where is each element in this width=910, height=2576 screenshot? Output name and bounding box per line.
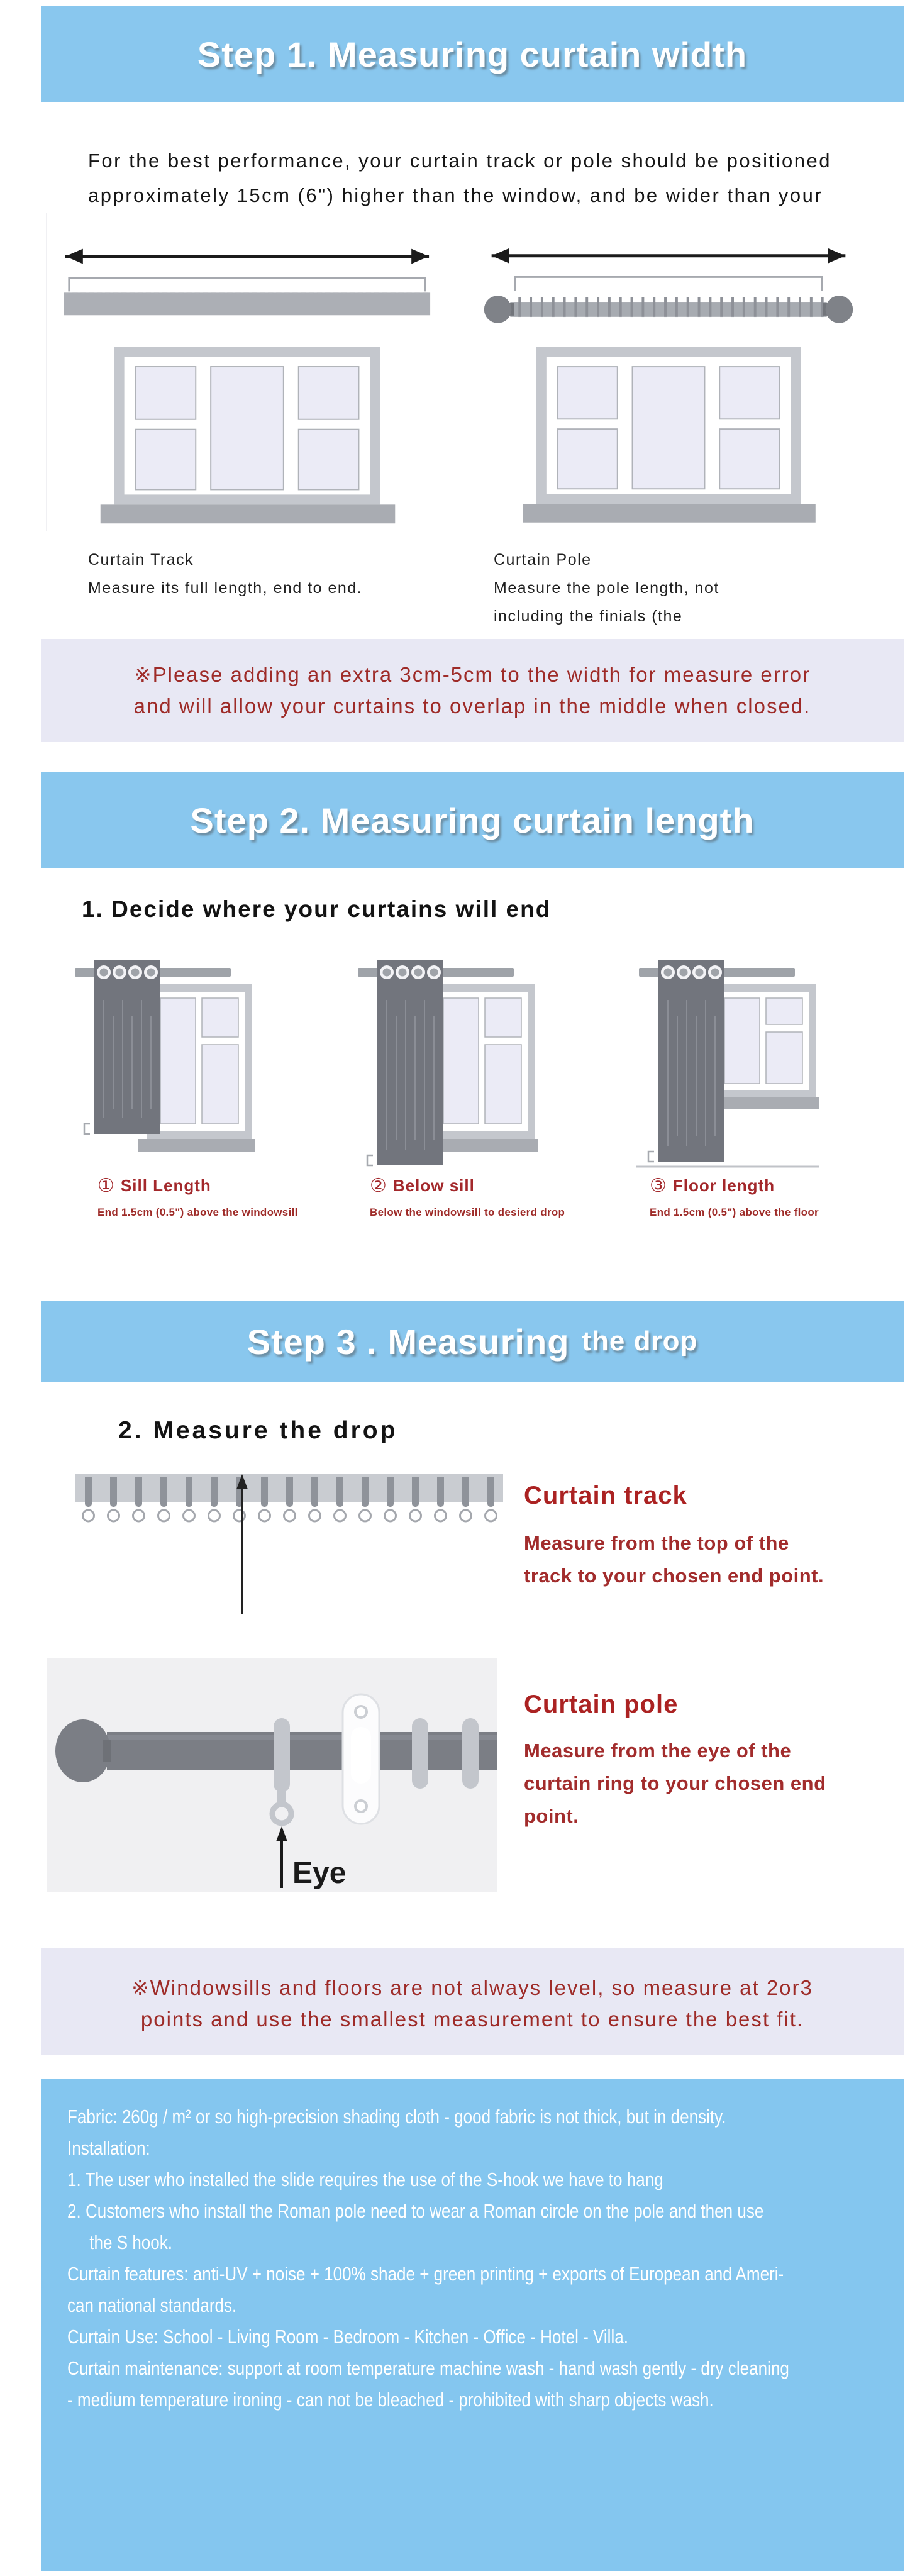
track-detail-title: Curtain track (524, 1482, 687, 1509)
note-line-2: points and use the smallest measurement to ensure the best fit. (140, 2007, 804, 2031)
detail-line: - medium temperature ironing - can not be bleached - prohibited with sharp objects wash. (67, 2389, 714, 2411)
detail-line: Installation: (67, 2137, 150, 2159)
curtain-icon (377, 960, 443, 1165)
step1-note (41, 639, 904, 742)
curtain-ring-with-eye-icon (272, 1718, 291, 1823)
step1-banner (41, 6, 904, 102)
track-caption-title: Curtain Track (88, 551, 194, 569)
curtain-icon (658, 960, 724, 1162)
track-caption (88, 546, 362, 602)
curtain-track-detail-diagram (75, 1470, 503, 1618)
window-icon (101, 347, 396, 523)
step3-banner (41, 1301, 904, 1382)
end-point-bracket (84, 1124, 90, 1134)
track-detail-text: Measure from the top of the track to your chosen end point. (524, 1532, 824, 1587)
circled-2-icon: ② (370, 1175, 387, 1196)
curtain-ring-icon (412, 1718, 428, 1789)
note-line-2: and will allow your curtains to overlap in the middle when closed. (133, 694, 811, 718)
measure-bracket (515, 277, 821, 291)
track-caption-line: Measure its full length, end to end. (88, 579, 363, 597)
detail-line: Curtain features: anti-UV + noise + 100% shade + green printing + exports of European and Ameri- (67, 2263, 784, 2285)
track-gliders (75, 1477, 503, 1533)
intro-line-1: For the best performance, your curtain track or pole should be positioned (88, 150, 831, 172)
pole-detail-title: Curtain pole (524, 1690, 679, 1718)
intro-line-2: approximately 15cm (6") higher than the window, and be wider than your (88, 184, 823, 206)
pole-caption (494, 546, 719, 631)
curtain-track-window-diagram (46, 213, 448, 531)
pole-caption-line2: including the finials (the (494, 608, 683, 625)
step1-intro (88, 143, 831, 213)
wall-bracket-icon (343, 1694, 379, 1824)
end-point-bracket (648, 1152, 654, 1162)
below-sill-diagram (355, 953, 538, 1173)
detail-line: 1. The user who installed the slide requires the use of the S-hook we have to hang (67, 2168, 663, 2190)
step3-banner-title: Step 3 . Measuring (247, 1321, 570, 1362)
step3-heading: 2. Measure the drop (118, 1417, 398, 1444)
detail-line: the S hook. (89, 2231, 173, 2253)
circled-1-icon: ① (97, 1175, 115, 1196)
curtain-track-icon (64, 292, 430, 324)
option-1-title: ① Sill Length (97, 1175, 211, 1196)
detail-line: 2. Customers who install the Roman pole need to wear a Roman circle on the pole and then use (67, 2200, 764, 2222)
product-details-panel (41, 2079, 904, 2571)
pole-detail-text: Measure from the eye of the curtain ring to your chosen end point. (524, 1740, 826, 1827)
option-2-title: ② Below sill (370, 1175, 475, 1196)
option-3-desc: End 1.5cm (0.5") above the floor (650, 1206, 819, 1218)
circled-3-icon: ③ (650, 1175, 667, 1196)
step2-banner (41, 772, 904, 868)
pole-caption-line1: Measure the pole length, not (494, 579, 719, 597)
pole-caption-title: Curtain Pole (494, 551, 592, 569)
detail-line: Fabric: 260g / m² or so high-precision shading cloth - good fabric is not thick, but in density. (67, 2106, 726, 2128)
end-point-bracket (367, 1155, 373, 1165)
step1-banner-title: Step 1. Measuring curtain width (197, 34, 748, 74)
curtain-pole-detail-diagram (47, 1658, 497, 1892)
detail-line: Curtain maintenance: support at room temperature machine wash - hand wash gently - dry cleaning (67, 2357, 789, 2379)
curtain-icon (94, 960, 160, 1134)
sill-length-diagram (72, 953, 255, 1173)
width-arrow-icon (492, 248, 846, 264)
note-line-1: ※Please adding an extra 3cm-5cm to the width for measure error (133, 663, 811, 686)
measure-bracket (69, 277, 425, 291)
window-icon (523, 347, 816, 522)
step2-banner-title: Step 2. Measuring curtain length (190, 800, 755, 840)
step3-note (41, 1948, 904, 2055)
curtain-pole-icon (484, 296, 853, 325)
detail-line: can national standards. (67, 2294, 237, 2316)
option-1-desc: End 1.5cm (0.5") above the windowsill (97, 1206, 298, 1218)
step3-banner-subtitle: the drop (582, 1326, 698, 1357)
detail-line: Curtain Use: School - Living Room - Bedroom - Kitchen - Office - Hotel - Villa. (67, 2326, 628, 2348)
curtain-ring-icon (462, 1718, 479, 1789)
floor-length-diagram (636, 953, 819, 1173)
width-arrow-icon (65, 249, 429, 264)
eye-label: Eye (292, 1857, 347, 1890)
curtain-pole-window-diagram (469, 213, 868, 531)
option-2-desc: Below the windowsill to desierd drop (370, 1206, 565, 1218)
option-3-title: ③ Floor length (650, 1175, 775, 1196)
step2-heading: 1. Decide where your curtains will end (82, 896, 552, 922)
note-line-1: ※Windowsills and floors are not always level, so measure at 2or3 (131, 1976, 813, 1999)
